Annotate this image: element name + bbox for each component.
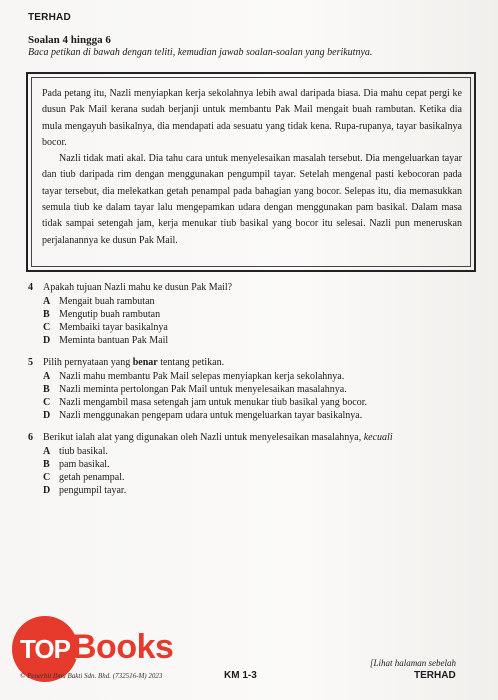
question-number: 5 [28,357,33,368]
option-a[interactable] [43,295,473,308]
passage-paragraph-2: Nazli tidak mati akal. Dia tahu cara untuk menyelesaikan masalah tersebut. Dia mengeluarkan tayar dan tiub daripada rim dengan menggunakan pengumpil tayar. Setelah mengenal pasti kebocoran pada tayar tersebut, dia melekatkan getah penampal pada bahagian yang bocor. Selepas itu, dia memasukkan semula tiub ke dalam tayar lalu mengepamkan udara dengan menggunakan pam basikal. Dalam masa tidak sampai setengah jam, kerja menukar tiub basikal yang bocor itu selesai. Nazli pun meneruskan perjalanannya ke dusun Pak Mail. [42,153,462,246]
next-page-note: [Lihat halaman sebelah [370,658,457,668]
option-list [28,445,473,497]
option-text: tiub basikal. [59,446,108,457]
question-stem [43,431,473,444]
option-letter: A [43,371,51,382]
option-c[interactable] [43,396,473,409]
option-a[interactable] [43,370,473,383]
option-b[interactable] [43,383,473,396]
option-a[interactable] [43,445,473,458]
stem-emphasis: benar [132,357,158,368]
question-5 [28,356,473,422]
question-6 [28,431,473,497]
copyright-notice: © Penerbit Ilmu Bakti Sdn. Bhd. (732516-M) 2023 [20,672,163,680]
option-text: Mengutip buah rambutan [59,309,161,320]
passage-box [26,72,476,272]
stem-text: tentang petikan. [157,357,225,368]
option-text: Meminta bantuan Pak Mail [59,335,169,346]
option-list [28,370,473,422]
page-code: KM 1-3 [224,670,257,681]
option-letter: A [43,296,51,307]
option-d[interactable] [43,409,473,422]
option-letter: D [43,410,51,421]
section-instruction: Baca petikan di bawah dengan teliti, kemudian jawab soalan-soalan yang berikutnya. [28,47,373,58]
option-text: Nazli meminta pertolongan Pak Mail untuk menyelesaikan masalahnya. [59,384,347,395]
logo-top-badge: TOP [12,616,78,682]
question-number: 4 [28,282,33,293]
option-letter: B [43,459,50,470]
option-letter: C [43,322,51,333]
option-letter: B [43,384,50,395]
option-letter: D [43,335,51,346]
passage-inner-frame [31,77,471,267]
stem-text: Berikut ialah alat yang digunakan oleh Nazli untuk menyelesaikan masalahnya, [43,432,364,443]
option-text: pam basikal. [59,459,110,470]
option-text: getah penampal. [59,472,125,483]
option-letter: C [43,397,51,408]
section-title: Soalan 4 hingga 6 [28,34,111,46]
stem-text: Pilih pernyataan yang [43,357,133,368]
option-text: Nazli menggunakan pengepam udara untuk mengeluarkan tayar basikalnya. [59,410,363,421]
option-d[interactable] [43,484,473,497]
option-text: Nazli mengambil masa setengah jam untuk menukar tiub basikal yang bocor. [59,397,367,408]
question-number: 6 [28,432,33,443]
option-c[interactable] [43,321,473,334]
option-text: Nazli mahu membantu Pak Mail selepas menyiapkan kerja sekolahnya. [59,371,345,382]
option-letter: A [43,446,51,457]
option-letter: D [43,485,51,496]
option-b[interactable] [43,458,473,471]
question-4 [28,281,473,347]
option-text: pengumpil tayar. [59,485,127,496]
logo-books-wordmark: Books [72,628,174,666]
stem-emphasis: kecuali [363,432,393,443]
option-letter: C [43,472,51,483]
option-list [28,295,473,347]
option-b[interactable] [43,308,473,321]
option-d[interactable] [43,334,473,347]
classification-footer: TERHAD [414,670,456,681]
option-text: Membaiki tayar basikalnya [59,322,168,333]
option-text: Mengait buah rambutan [59,296,155,307]
passage-paragraph-1: Pada petang itu, Nazli menyiapkan kerja sekolahnya lebih awal daripada biasa. Dia mahu cepat pergi ke dusun Pak Mail kerana sudah berjanji untuk membantu Pak Mail mengait buah rambutan. Ketika dia mula mengayuh basikalnya, dia mendapati ada sesuatu yang tidak kena. Rupa-rupanya, tayar basikalnya bocor. [42,88,462,148]
option-letter: B [43,309,50,320]
option-c[interactable] [43,471,473,484]
question-stem: Apakah tujuan Nazli mahu ke dusun Pak Mail? [43,282,233,293]
classification-header: TERHAD [28,12,71,23]
question-stem [43,356,473,369]
